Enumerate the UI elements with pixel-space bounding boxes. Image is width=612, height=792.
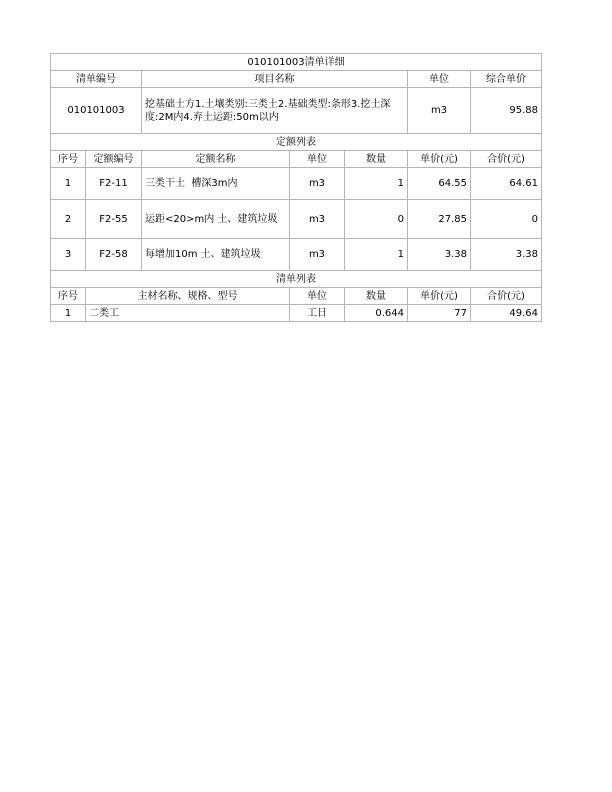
quota-code: F2-55	[86, 200, 142, 239]
materials-section-row	[51, 271, 542, 288]
table-row	[51, 168, 542, 200]
quota-unit: m3	[290, 168, 345, 200]
material-name-header: 主材名称、规格、型号	[86, 288, 290, 305]
quota-no: 1	[51, 168, 86, 200]
bill-detail-table	[50, 53, 542, 322]
quota-qty: 1	[345, 168, 408, 200]
quota-total: 0	[471, 200, 542, 239]
quota-price: 3.38	[408, 239, 471, 271]
material-unit-header: 单位	[290, 288, 345, 305]
bill-name-header: 项目名称	[142, 71, 408, 88]
quota-code: F2-11	[86, 168, 142, 200]
quota-section-title: 定额列表	[51, 134, 542, 151]
quota-no-header: 序号	[51, 151, 86, 168]
bill-header-row	[51, 71, 542, 88]
material-name: 二类工	[86, 305, 290, 322]
quota-no: 3	[51, 239, 86, 271]
quota-name: 三类干土 槽深3m内	[142, 168, 290, 200]
quota-section-row	[51, 134, 542, 151]
quota-code-header: 定额编号	[86, 151, 142, 168]
bill-unit: m3	[408, 88, 471, 134]
quota-total: 64.61	[471, 168, 542, 200]
quota-price: 27.85	[408, 200, 471, 239]
table-row	[51, 305, 542, 322]
bill-name: 挖基础土方1.土壤类别:三类土2.基础类型:条形3.挖土深度:2M内4.弃土运距:50m以内	[142, 88, 408, 134]
quota-total-header: 合价(元)	[471, 151, 542, 168]
material-total-header: 合价(元)	[471, 288, 542, 305]
quota-price: 64.55	[408, 168, 471, 200]
quota-price-header: 单价(元)	[408, 151, 471, 168]
bill-row	[51, 88, 542, 134]
bill-code-header: 清单编号	[51, 71, 142, 88]
quota-no: 2	[51, 200, 86, 239]
materials-header-row	[51, 288, 542, 305]
bill-price: 95.88	[471, 88, 542, 134]
material-no-header: 序号	[51, 288, 86, 305]
quota-qty-header: 数量	[345, 151, 408, 168]
quota-code: F2-58	[86, 239, 142, 271]
bill-price-header: 综合单价	[471, 71, 542, 88]
material-qty-header: 数量	[345, 288, 408, 305]
bill-unit-header: 单位	[408, 71, 471, 88]
page-title: 010101003清单详细	[51, 54, 542, 71]
material-total: 49.64	[471, 305, 542, 322]
quota-name-header: 定额名称	[142, 151, 290, 168]
quota-unit: m3	[290, 200, 345, 239]
quota-total: 3.38	[471, 239, 542, 271]
quota-unit-header: 单位	[290, 151, 345, 168]
quota-unit: m3	[290, 239, 345, 271]
material-qty: 0.644	[345, 305, 408, 322]
bill-code: 010101003	[51, 88, 142, 134]
quota-qty: 0	[345, 200, 408, 239]
material-price-header: 单价(元)	[408, 288, 471, 305]
material-no: 1	[51, 305, 86, 322]
title-row	[51, 54, 542, 71]
table-row	[51, 239, 542, 271]
quota-header-row	[51, 151, 542, 168]
quota-name: 运距<20>m内 土、建筑垃圾	[142, 200, 290, 239]
material-unit: 工日	[290, 305, 345, 322]
materials-section-title: 清单列表	[51, 271, 542, 288]
quota-qty: 1	[345, 239, 408, 271]
table-row	[51, 200, 542, 239]
material-price: 77	[408, 305, 471, 322]
quota-name: 每增加10m 土、建筑垃圾	[142, 239, 290, 271]
